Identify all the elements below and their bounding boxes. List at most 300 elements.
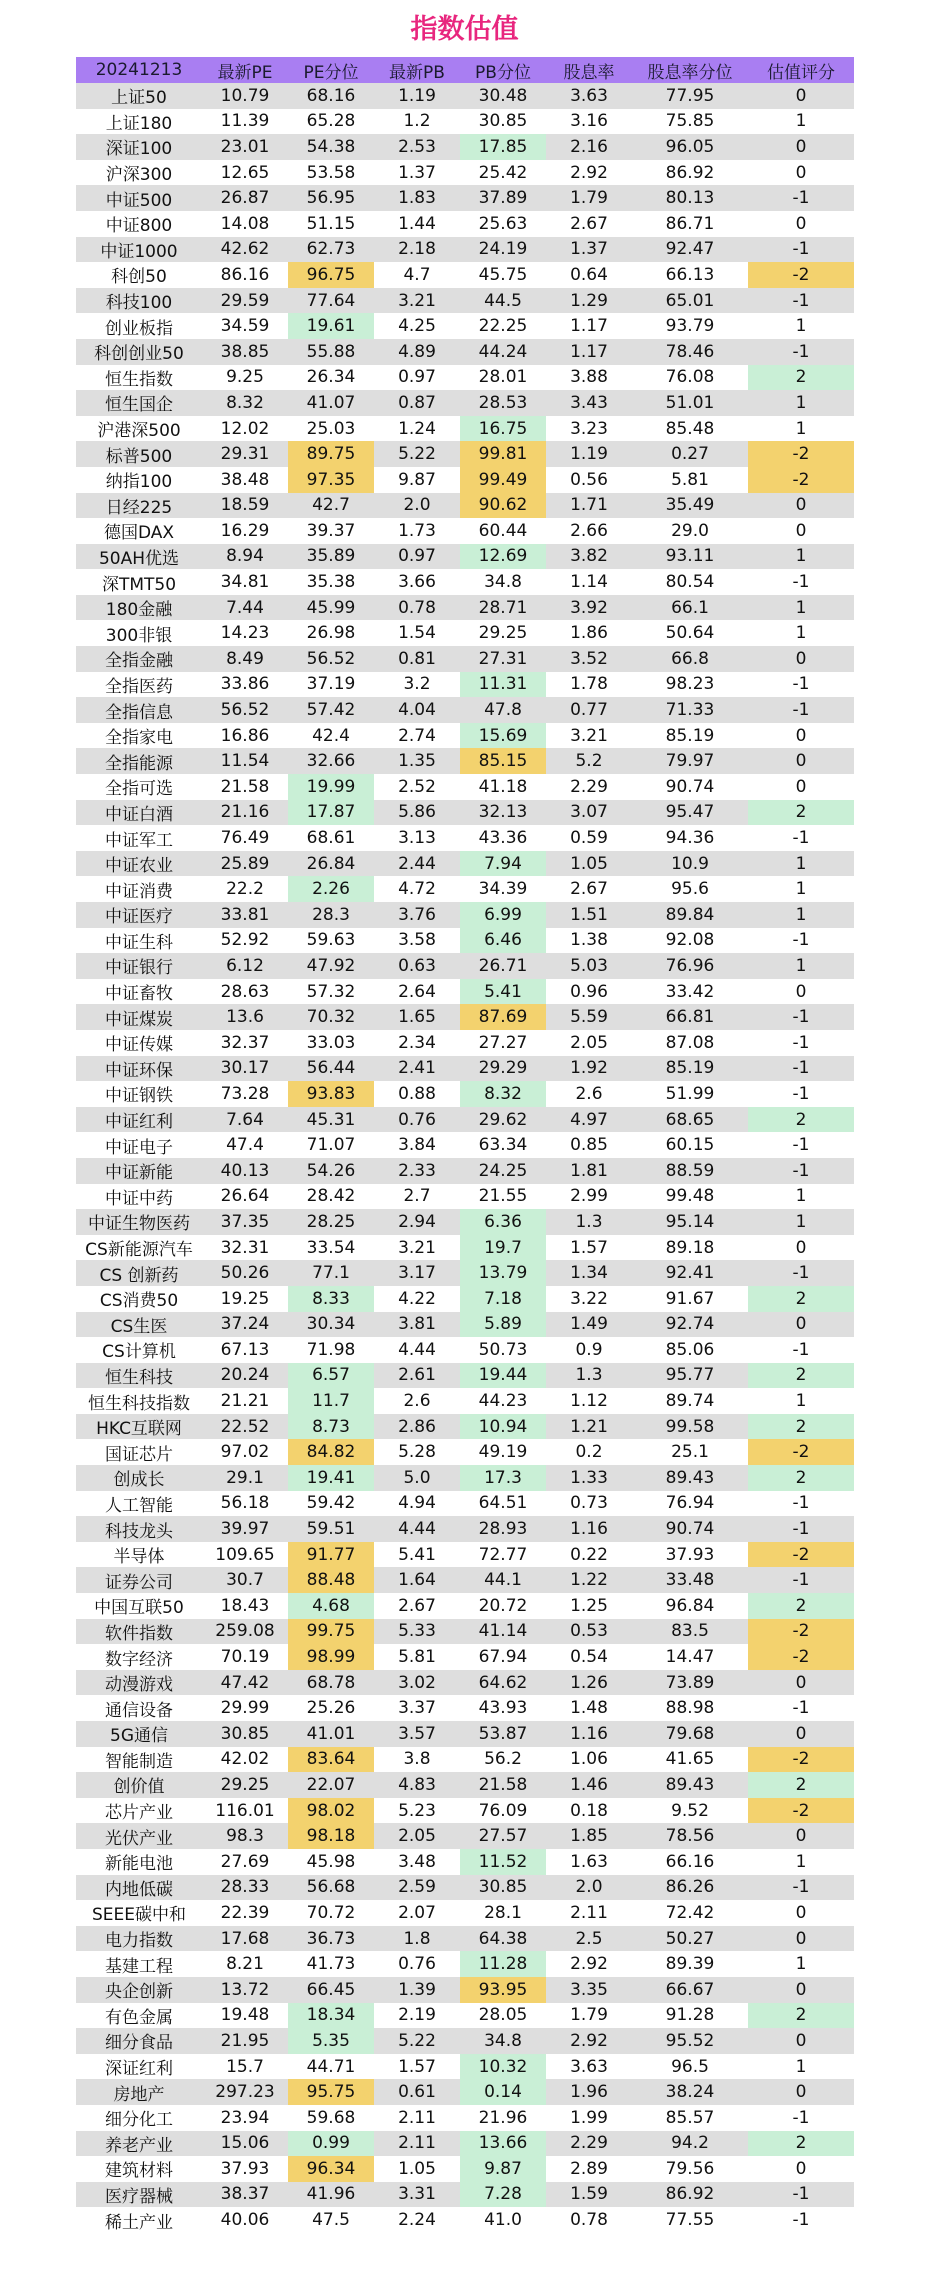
cell-pb-percentile: 26.71	[460, 953, 546, 979]
cell-index-name: 基建工程	[76, 1951, 202, 1977]
cell-valuation-score: 2	[748, 2131, 854, 2157]
cell-pb-percentile: 76.09	[460, 1798, 546, 1824]
cell-latest-pb: 2.61	[374, 1363, 460, 1389]
cell-valuation-score: 0	[748, 1926, 854, 1952]
cell-dividend-yield: 1.06	[546, 1747, 632, 1773]
cell-pe-percentile: 8.33	[288, 1286, 374, 1312]
cell-pe-percentile: 45.98	[288, 1849, 374, 1875]
cell-latest-pe: 12.65	[202, 160, 288, 186]
cell-dividend-yield: 3.16	[546, 109, 632, 135]
table-row	[76, 185, 854, 211]
cell-pe-percentile: 98.18	[288, 1823, 374, 1849]
cell-latest-pb: 3.2	[374, 672, 460, 698]
cell-latest-pe: 9.25	[202, 365, 288, 391]
cell-index-name: 50AH优选	[76, 544, 202, 570]
cell-valuation-score: -2	[748, 441, 854, 467]
cell-valuation-score: 1	[748, 595, 854, 621]
cell-dividend-percentile: 66.1	[632, 595, 748, 621]
cell-valuation-score: -1	[748, 1056, 854, 1082]
cell-pe-percentile: 41.73	[288, 1951, 374, 1977]
cell-valuation-score: 1	[748, 1951, 854, 1977]
table-row	[76, 518, 854, 544]
cell-pb-percentile: 64.38	[460, 1926, 546, 1952]
cell-latest-pb: 5.81	[374, 1644, 460, 1670]
table-row	[76, 416, 854, 442]
cell-valuation-score: 0	[748, 83, 854, 109]
cell-pb-percentile: 28.53	[460, 390, 546, 416]
cell-dividend-percentile: 92.47	[632, 237, 748, 263]
cell-index-name: 细分化工	[76, 2105, 202, 2131]
cell-valuation-score: 0	[748, 979, 854, 1005]
cell-pb-percentile: 19.7	[460, 1235, 546, 1261]
cell-pb-percentile: 20.72	[460, 1593, 546, 1619]
cell-pe-percentile: 70.32	[288, 1004, 374, 1030]
cell-valuation-score: 0	[748, 748, 854, 774]
cell-latest-pb: 4.44	[374, 1337, 460, 1363]
cell-dividend-percentile: 73.89	[632, 1670, 748, 1696]
cell-valuation-score: -1	[748, 1491, 854, 1517]
cell-index-name: 创业板指	[76, 313, 202, 339]
cell-latest-pb: 2.67	[374, 1593, 460, 1619]
cell-valuation-score: 0	[748, 646, 854, 672]
cell-dividend-yield: 3.22	[546, 1286, 632, 1312]
cell-pb-percentile: 64.51	[460, 1491, 546, 1517]
cell-dividend-yield: 3.21	[546, 723, 632, 749]
cell-dividend-yield: 5.03	[546, 953, 632, 979]
cell-pe-percentile: 35.38	[288, 569, 374, 595]
cell-pe-percentile: 5.35	[288, 2028, 374, 2054]
cell-dividend-percentile: 85.19	[632, 723, 748, 749]
cell-latest-pb: 2.11	[374, 2131, 460, 2157]
cell-latest-pb: 4.94	[374, 1491, 460, 1517]
cell-index-name: HKC互联网	[76, 1414, 202, 1440]
cell-dividend-yield: 2.6	[546, 1081, 632, 1107]
cell-latest-pb: 3.13	[374, 825, 460, 851]
cell-dividend-percentile: 94.36	[632, 825, 748, 851]
cell-pb-percentile: 7.94	[460, 851, 546, 877]
cell-latest-pe: 34.81	[202, 569, 288, 595]
table-row	[76, 1209, 854, 1235]
cell-latest-pb: 0.78	[374, 595, 460, 621]
cell-latest-pb: 2.52	[374, 774, 460, 800]
cell-dividend-yield: 1.48	[546, 1695, 632, 1721]
cell-latest-pe: 30.7	[202, 1567, 288, 1593]
cell-pb-percentile: 53.87	[460, 1721, 546, 1747]
cell-pb-percentile: 25.63	[460, 211, 546, 237]
cell-latest-pe: 56.18	[202, 1491, 288, 1517]
cell-dividend-percentile: 86.71	[632, 211, 748, 237]
cell-dividend-percentile: 51.99	[632, 1081, 748, 1107]
cell-dividend-yield: 0.54	[546, 1644, 632, 1670]
cell-pe-percentile: 45.99	[288, 595, 374, 621]
cell-dividend-yield: 2.92	[546, 160, 632, 186]
cell-pb-percentile: 27.27	[460, 1030, 546, 1056]
cell-index-name: 中证环保	[76, 1056, 202, 1082]
cell-dividend-yield: 3.82	[546, 544, 632, 570]
cell-pb-percentile: 43.93	[460, 1695, 546, 1721]
cell-dividend-percentile: 91.28	[632, 2003, 748, 2029]
table-row	[76, 1465, 854, 1491]
cell-pe-percentile: 33.54	[288, 1235, 374, 1261]
cell-latest-pe: 56.52	[202, 697, 288, 723]
header-valuation-score: 估值评分	[748, 57, 854, 83]
cell-index-name: 纳指100	[76, 467, 202, 493]
cell-pb-percentile: 11.28	[460, 1951, 546, 1977]
header-pb-percentile: PB分位	[460, 57, 546, 83]
cell-valuation-score: 1	[748, 902, 854, 928]
cell-index-name: 中证银行	[76, 953, 202, 979]
cell-latest-pb: 3.37	[374, 1695, 460, 1721]
cell-dividend-percentile: 86.26	[632, 1875, 748, 1901]
cell-pb-percentile: 41.14	[460, 1619, 546, 1645]
table-row	[76, 1030, 854, 1056]
cell-dividend-percentile: 72.42	[632, 1900, 748, 1926]
cell-pb-percentile: 28.01	[460, 365, 546, 391]
cell-latest-pe: 21.58	[202, 774, 288, 800]
cell-valuation-score: 0	[748, 1977, 854, 2003]
header-latest-pe: 最新PE	[202, 57, 288, 83]
cell-dividend-percentile: 66.81	[632, 1004, 748, 1030]
cell-latest-pb: 4.04	[374, 697, 460, 723]
cell-dividend-yield: 3.63	[546, 83, 632, 109]
cell-dividend-yield: 0.78	[546, 2207, 632, 2233]
cell-index-name: 证券公司	[76, 1567, 202, 1593]
cell-dividend-yield: 1.21	[546, 1414, 632, 1440]
cell-latest-pe: 32.37	[202, 1030, 288, 1056]
cell-latest-pb: 4.25	[374, 313, 460, 339]
cell-valuation-score: -1	[748, 1260, 854, 1286]
cell-pe-percentile: 39.37	[288, 518, 374, 544]
cell-pb-percentile: 30.85	[460, 109, 546, 135]
cell-latest-pe: 15.06	[202, 2131, 288, 2157]
cell-index-name: 5G通信	[76, 1721, 202, 1747]
cell-dividend-yield: 1.59	[546, 2182, 632, 2208]
cell-latest-pb: 1.65	[374, 1004, 460, 1030]
cell-latest-pb: 3.21	[374, 1235, 460, 1261]
table-row	[76, 441, 854, 467]
cell-valuation-score: -1	[748, 1516, 854, 1542]
cell-valuation-score: -1	[748, 1030, 854, 1056]
cell-latest-pb: 0.76	[374, 1107, 460, 1133]
cell-pb-percentile: 44.23	[460, 1388, 546, 1414]
table-row	[76, 672, 854, 698]
cell-latest-pe: 21.95	[202, 2028, 288, 2054]
cell-latest-pe: 6.12	[202, 953, 288, 979]
cell-index-name: 中证军工	[76, 825, 202, 851]
cell-dividend-percentile: 96.5	[632, 2054, 748, 2080]
cell-dividend-yield: 1.33	[546, 1465, 632, 1491]
header-dividend-percentile: 股息率分位	[632, 57, 748, 83]
cell-dividend-percentile: 79.97	[632, 748, 748, 774]
cell-index-name: 深证红利	[76, 2054, 202, 2080]
table-row	[76, 1619, 854, 1645]
cell-index-name: 有色金属	[76, 2003, 202, 2029]
cell-pb-percentile: 41.0	[460, 2207, 546, 2233]
cell-pe-percentile: 28.25	[288, 1209, 374, 1235]
cell-index-name: 300非银	[76, 620, 202, 646]
cell-latest-pe: 22.39	[202, 1900, 288, 1926]
cell-dividend-percentile: 41.65	[632, 1747, 748, 1773]
table-row	[76, 620, 854, 646]
cell-pb-percentile: 47.8	[460, 697, 546, 723]
table-row	[76, 851, 854, 877]
cell-latest-pe: 29.25	[202, 1772, 288, 1798]
cell-latest-pe: 28.63	[202, 979, 288, 1005]
cell-dividend-yield: 2.0	[546, 1875, 632, 1901]
cell-index-name: 科创创业50	[76, 339, 202, 365]
cell-pb-percentile: 13.79	[460, 1260, 546, 1286]
cell-pb-percentile: 56.2	[460, 1747, 546, 1773]
cell-dividend-yield: 0.56	[546, 467, 632, 493]
cell-dividend-yield: 1.79	[546, 185, 632, 211]
cell-dividend-yield: 1.49	[546, 1312, 632, 1338]
cell-pb-percentile: 99.81	[460, 441, 546, 467]
cell-dividend-yield: 1.3	[546, 1209, 632, 1235]
cell-dividend-yield: 0.2	[546, 1439, 632, 1465]
cell-pe-percentile: 0.99	[288, 2131, 374, 2157]
cell-latest-pe: 42.02	[202, 1747, 288, 1773]
cell-valuation-score: -1	[748, 672, 854, 698]
cell-dividend-yield: 1.78	[546, 672, 632, 698]
cell-index-name: 建筑材料	[76, 2156, 202, 2182]
cell-valuation-score: -2	[748, 1619, 854, 1645]
cell-valuation-score: 2	[748, 1286, 854, 1312]
cell-dividend-yield: 3.43	[546, 390, 632, 416]
cell-pb-percentile: 34.8	[460, 2028, 546, 2054]
header-latest-pb: 最新PB	[374, 57, 460, 83]
cell-latest-pe: 16.29	[202, 518, 288, 544]
cell-dividend-yield: 2.29	[546, 774, 632, 800]
cell-latest-pe: 29.99	[202, 1695, 288, 1721]
cell-dividend-yield: 2.29	[546, 2131, 632, 2157]
cell-dividend-yield: 1.79	[546, 2003, 632, 2029]
cell-pb-percentile: 7.28	[460, 2182, 546, 2208]
cell-index-name: CS新能源汽车	[76, 1235, 202, 1261]
cell-pb-percentile: 11.31	[460, 672, 546, 698]
cell-pe-percentile: 59.51	[288, 1516, 374, 1542]
header-dividend-yield: 股息率	[546, 57, 632, 83]
cell-pb-percentile: 28.71	[460, 595, 546, 621]
table-row	[76, 1388, 854, 1414]
table-row	[76, 2003, 854, 2029]
cell-pe-percentile: 37.19	[288, 672, 374, 698]
cell-latest-pe: 23.94	[202, 2105, 288, 2131]
cell-pb-percentile: 37.89	[460, 185, 546, 211]
table-row	[76, 697, 854, 723]
cell-latest-pe: 13.6	[202, 1004, 288, 1030]
cell-index-name: 中证医疗	[76, 902, 202, 928]
table-row	[76, 1439, 854, 1465]
cell-valuation-score: 1	[748, 2054, 854, 2080]
table-row	[76, 569, 854, 595]
cell-latest-pe: 42.62	[202, 237, 288, 263]
table-row	[76, 876, 854, 902]
cell-index-name: 中证白酒	[76, 800, 202, 826]
table-row	[76, 595, 854, 621]
cell-dividend-yield: 2.92	[546, 2028, 632, 2054]
cell-valuation-score: -2	[748, 1439, 854, 1465]
cell-valuation-score: 1	[748, 313, 854, 339]
cell-latest-pe: 7.64	[202, 1107, 288, 1133]
table-row	[76, 1158, 854, 1184]
cell-valuation-score: 2	[748, 800, 854, 826]
cell-dividend-percentile: 60.15	[632, 1132, 748, 1158]
cell-dividend-yield: 1.71	[546, 493, 632, 519]
cell-pb-percentile: 99.49	[460, 467, 546, 493]
cell-pe-percentile: 96.75	[288, 262, 374, 288]
cell-index-name: 中证红利	[76, 1107, 202, 1133]
cell-dividend-percentile: 95.6	[632, 876, 748, 902]
cell-index-name: 中证1000	[76, 237, 202, 263]
header-date: 20241213	[76, 57, 202, 83]
table-row	[76, 1516, 854, 1542]
cell-latest-pe: 33.81	[202, 902, 288, 928]
table-row	[76, 1695, 854, 1721]
cell-latest-pe: 22.2	[202, 876, 288, 902]
cell-index-name: 中证钢铁	[76, 1081, 202, 1107]
cell-index-name: 上证180	[76, 109, 202, 135]
cell-index-name: 人工智能	[76, 1491, 202, 1517]
cell-pe-percentile: 97.35	[288, 467, 374, 493]
cell-index-name: 创成长	[76, 1465, 202, 1491]
cell-valuation-score: 1	[748, 876, 854, 902]
cell-index-name: 恒生科技指数	[76, 1388, 202, 1414]
cell-dividend-percentile: 95.52	[632, 2028, 748, 2054]
cell-latest-pe: 30.85	[202, 1721, 288, 1747]
table-row	[76, 2182, 854, 2208]
table-row	[76, 1644, 854, 1670]
cell-pb-percentile: 29.29	[460, 1056, 546, 1082]
cell-latest-pe: 259.08	[202, 1619, 288, 1645]
cell-index-name: 房地产	[76, 2079, 202, 2105]
table-row	[76, 2079, 854, 2105]
cell-latest-pb: 3.17	[374, 1260, 460, 1286]
cell-dividend-yield: 0.77	[546, 697, 632, 723]
cell-dividend-yield: 1.92	[546, 1056, 632, 1082]
cell-pe-percentile: 68.78	[288, 1670, 374, 1696]
cell-pb-percentile: 6.46	[460, 928, 546, 954]
cell-latest-pe: 33.86	[202, 672, 288, 698]
cell-latest-pe: 29.1	[202, 1465, 288, 1491]
cell-latest-pb: 0.97	[374, 544, 460, 570]
cell-pb-percentile: 17.85	[460, 134, 546, 160]
cell-latest-pb: 1.19	[374, 83, 460, 109]
cell-index-name: 国证芯片	[76, 1439, 202, 1465]
cell-pb-percentile: 34.39	[460, 876, 546, 902]
cell-dividend-yield: 3.35	[546, 1977, 632, 2003]
cell-index-name: 恒生科技	[76, 1363, 202, 1389]
cell-latest-pb: 5.33	[374, 1619, 460, 1645]
cell-valuation-score: 1	[748, 109, 854, 135]
table-row	[76, 1772, 854, 1798]
table-row	[76, 1337, 854, 1363]
cell-dividend-yield: 4.97	[546, 1107, 632, 1133]
cell-pb-percentile: 13.66	[460, 2131, 546, 2157]
cell-pb-percentile: 12.69	[460, 544, 546, 570]
cell-index-name: 中证电子	[76, 1132, 202, 1158]
cell-index-name: SEEE碳中和	[76, 1900, 202, 1926]
cell-pb-percentile: 9.87	[460, 2156, 546, 2182]
table-row	[76, 493, 854, 519]
cell-pe-percentile: 55.88	[288, 339, 374, 365]
cell-pe-percentile: 96.34	[288, 2156, 374, 2182]
cell-pb-percentile: 67.94	[460, 1644, 546, 1670]
table-body	[76, 83, 854, 2233]
cell-dividend-percentile: 91.67	[632, 1286, 748, 1312]
cell-pe-percentile: 6.57	[288, 1363, 374, 1389]
cell-dividend-percentile: 78.56	[632, 1823, 748, 1849]
cell-latest-pb: 1.2	[374, 109, 460, 135]
cell-latest-pe: 50.26	[202, 1260, 288, 1286]
cell-pe-percentile: 8.73	[288, 1414, 374, 1440]
cell-valuation-score: -1	[748, 1875, 854, 1901]
table-row	[76, 979, 854, 1005]
cell-pe-percentile: 28.42	[288, 1184, 374, 1210]
cell-latest-pe: 19.48	[202, 2003, 288, 2029]
valuation-table	[76, 57, 854, 2233]
cell-latest-pe: 52.92	[202, 928, 288, 954]
cell-latest-pe: 14.23	[202, 620, 288, 646]
cell-dividend-percentile: 96.05	[632, 134, 748, 160]
cell-dividend-percentile: 92.08	[632, 928, 748, 954]
cell-latest-pb: 5.23	[374, 1798, 460, 1824]
cell-latest-pe: 38.85	[202, 339, 288, 365]
cell-latest-pe: 26.64	[202, 1184, 288, 1210]
cell-pe-percentile: 68.61	[288, 825, 374, 851]
cell-latest-pb: 2.64	[374, 979, 460, 1005]
cell-pe-percentile: 42.4	[288, 723, 374, 749]
table-row	[76, 1670, 854, 1696]
cell-latest-pb: 3.81	[374, 1312, 460, 1338]
cell-pb-percentile: 8.32	[460, 1081, 546, 1107]
cell-latest-pe: 76.49	[202, 825, 288, 851]
cell-latest-pb: 0.76	[374, 1951, 460, 1977]
cell-pb-percentile: 29.25	[460, 620, 546, 646]
cell-latest-pb: 0.88	[374, 1081, 460, 1107]
cell-dividend-yield: 2.5	[546, 1926, 632, 1952]
cell-pb-percentile: 28.05	[460, 2003, 546, 2029]
cell-latest-pb: 3.66	[374, 569, 460, 595]
cell-pe-percentile: 28.3	[288, 902, 374, 928]
cell-valuation-score: -2	[748, 1644, 854, 1670]
cell-latest-pb: 1.35	[374, 748, 460, 774]
cell-pb-percentile: 24.25	[460, 1158, 546, 1184]
cell-index-name: 全指家电	[76, 723, 202, 749]
cell-valuation-score: 1	[748, 953, 854, 979]
cell-pe-percentile: 71.98	[288, 1337, 374, 1363]
cell-dividend-percentile: 89.18	[632, 1235, 748, 1261]
table-row	[76, 365, 854, 391]
cell-pb-percentile: 21.55	[460, 1184, 546, 1210]
cell-dividend-yield: 1.51	[546, 902, 632, 928]
cell-latest-pb: 3.31	[374, 2182, 460, 2208]
cell-pe-percentile: 56.52	[288, 646, 374, 672]
cell-latest-pe: 8.94	[202, 544, 288, 570]
cell-dividend-percentile: 90.74	[632, 1516, 748, 1542]
cell-latest-pe: 32.31	[202, 1235, 288, 1261]
cell-pb-percentile: 24.19	[460, 237, 546, 263]
table-row	[76, 2054, 854, 2080]
cell-latest-pb: 2.18	[374, 237, 460, 263]
cell-latest-pb: 3.48	[374, 1849, 460, 1875]
cell-latest-pe: 25.89	[202, 851, 288, 877]
cell-index-name: 医疗器械	[76, 2182, 202, 2208]
table-row	[76, 544, 854, 570]
cell-pe-percentile: 25.26	[288, 1695, 374, 1721]
cell-latest-pb: 2.19	[374, 2003, 460, 2029]
table-row	[76, 109, 854, 135]
cell-latest-pe: 17.68	[202, 1926, 288, 1952]
